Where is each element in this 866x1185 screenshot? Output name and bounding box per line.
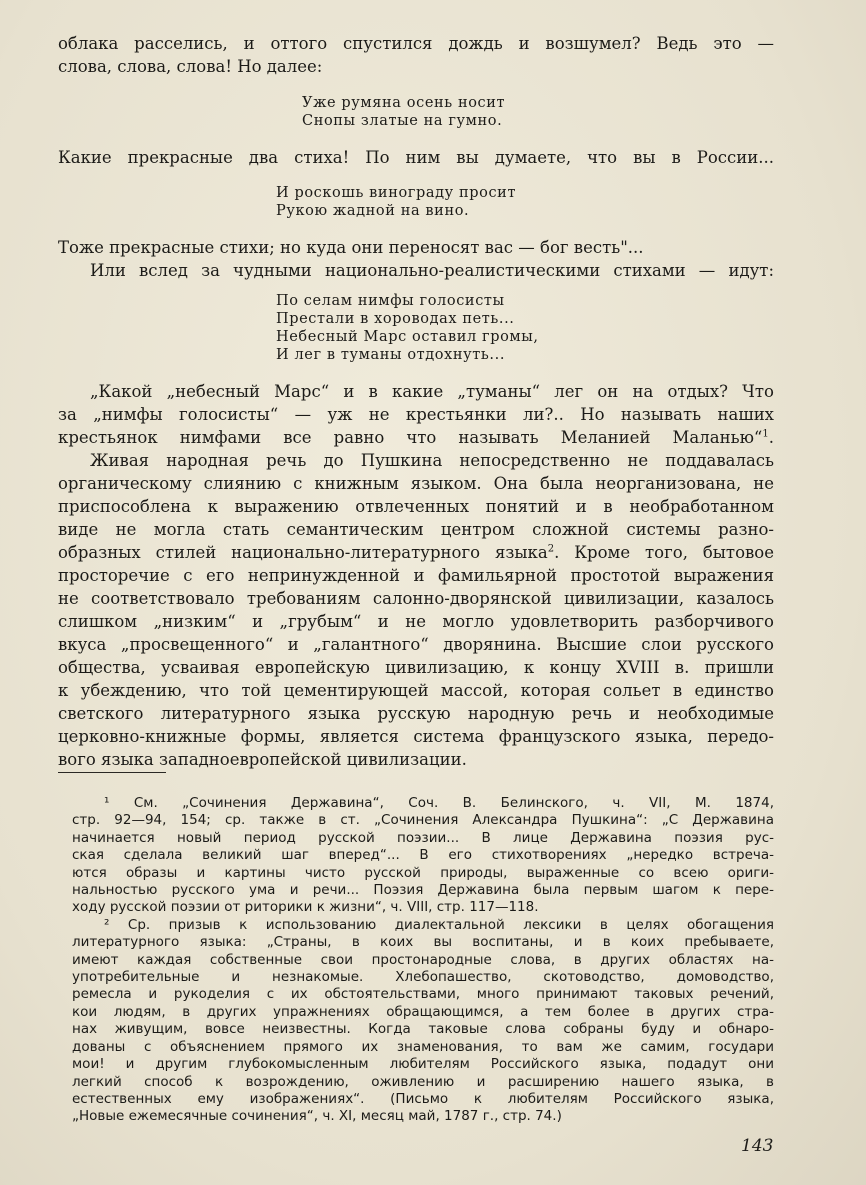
footnote-line: литературного языка: „Страны, в коих вы воспитаны, и в коих пребываете, <box>72 934 774 951</box>
footnote-line: начинается новый период русской поэзии... В лице Державина поэзия рус- <box>72 829 774 846</box>
verse-quote-2 <box>276 184 516 220</box>
verse-quote-1 <box>302 94 505 130</box>
paragraph-2 <box>58 449 774 771</box>
footnote-line: ¹ См. „Сочинения Державина“, Соч. В. Белинского, ч. VII, М. 1874, <box>104 795 774 811</box>
verse-quote-3 <box>276 292 539 364</box>
intro-text <box>58 32 774 78</box>
text-line: приспособлена к выражению отвлеченных понятий и в необработанном <box>58 497 774 516</box>
footnote-ref-2[interactable]: 2 <box>547 543 555 555</box>
footnote-line: имеют каждая собственные свои простонародные слова, в других областях на- <box>72 951 774 968</box>
verse-line: И лег в туманы отдохнуть... <box>276 347 506 363</box>
text-fragment: крестьянок нимфами все равно что называть Меланией Маланью“ <box>58 428 763 447</box>
page-number: 143 <box>741 1136 774 1156</box>
text-line: вого языка западноевропейской цивилизации. <box>58 750 467 769</box>
footnote-line: „Новые ежемесячные сочинения“, ч. XI, месяц май, 1787 г., стр. 74.) <box>72 1108 562 1125</box>
text-line: Или вслед за чудными национально-реалистическими стихами — идут: <box>90 261 774 280</box>
footnote-line: ремесла и рукоделия с их обстоятельствами, много принимают таковых речений, <box>72 986 774 1003</box>
text-line: вкуса „просвещенного“ и „галантного“ дворянина. Высшие слои русского <box>58 635 774 654</box>
footnote-line: ² Ср. призыв к использованию диалектальной лексики в целях обогащения <box>104 916 774 933</box>
text-line: за „нимфы голосисты“ — уж не крестьянки ли?.. Но называть наших <box>58 405 774 424</box>
footnote-line: употребительные и незнакомые. Хлебопашество, скотоводство, домоводство, <box>72 969 774 986</box>
footnote-line: мои! и другим глубокомысленным любителям Российского языка, подадут они <box>72 1056 774 1073</box>
verse-line: По селам нимфы голосисты <box>276 293 505 309</box>
text-line: слова, слова, слова! Но далее: <box>58 57 323 76</box>
text-line: органическому слиянию с книжным языком. Она была неорганизована, не <box>58 474 774 493</box>
footnotes <box>72 795 774 1126</box>
footnote-divider <box>58 772 166 773</box>
footnote-line: ходу русской поэзии от риторики к жизни“, ч. VIII, стр. 117—118. <box>72 899 539 916</box>
footnote-line: кои людям, в других упражнениях обращающимся, а тем более в других стра- <box>72 1003 774 1020</box>
verse-line: И роскошь винограду просит <box>276 185 517 201</box>
footnote-line: ская сделала великий шаг вперед“... В его стихотворениях „нередко встреча- <box>72 847 774 864</box>
text-fragment: . <box>768 428 774 447</box>
text-line: светского литературного языка русскую народную речь и необходимые <box>58 704 774 723</box>
footnote-line: ются образы и картины чисто русской природы, выраженные со всею ориги- <box>72 864 774 881</box>
text-line: к убеждению, что той цементирующей массой, которая сольет в единство <box>58 681 774 700</box>
text-line: Какие прекрасные два стиха! По ним вы думаете, что вы в России... <box>58 148 774 167</box>
footnote-line: легкий способ к возрождению, оживлению и расширению нашего языка, в <box>72 1073 774 1090</box>
text-line: просторечие с его непринужденной и фамильярной простотой выражения <box>58 566 774 585</box>
text-line: виде не могла стать семантическим центром сложной системы разно- <box>58 520 774 539</box>
footnote-line: нальностью русского ума и речи... Поэзия Державина была первым шагом к пере- <box>72 882 774 899</box>
verse-line: Снопы златые на гумно. <box>302 113 503 129</box>
text-line: не соответствовало требованиям салонно-дворянской цивилизации, казалось <box>58 589 774 608</box>
comment-2 <box>58 236 774 282</box>
verse-line: Небесный Марс оставил громы, <box>276 329 539 345</box>
verse-line: Уже румяна осень носит <box>302 95 506 111</box>
text-line: слишком „низким“ и „грубым“ и не могло удовлетворить разборчивого <box>58 612 774 631</box>
text-line <box>58 541 774 564</box>
text-line: церковно-книжные формы, является система французского языка, передо- <box>58 727 774 746</box>
paragraph-1 <box>58 380 774 449</box>
footnote-line: дованы с объяснением прямого их знаменования, то вам же самим, государи <box>72 1038 774 1055</box>
text-line: общества, усваивая европейскую цивилизацию, к концу XVIII в. пришли <box>58 658 774 677</box>
text-line: Тоже прекрасные стихи; но куда они переносят вас — бог весть"... <box>58 238 644 257</box>
footnote-ref-1[interactable]: 1 <box>762 428 769 440</box>
footnote-1 <box>72 795 774 917</box>
text-fragment: . Кроме того, бытовое <box>554 543 774 562</box>
footnote-line: естественных ему изображениях“. (Письмо к любителям Российского языка, <box>72 1090 774 1107</box>
footnote-line: стр. 92—94, 154; ср. также в ст. „Сочинения Александра Пушкина“: „С Державина <box>72 812 774 829</box>
text-fragment: образных стилей национально-литературного языка <box>58 543 548 562</box>
verse-line: Рукою жадной на вино. <box>276 203 470 219</box>
verse-line: Престали в хороводах петь... <box>276 311 515 327</box>
footnote-2 <box>72 917 774 1126</box>
text-line <box>58 426 774 449</box>
text-line: „Какой „небесный Марс“ и в какие „туманы“ лег он на отдых? Что <box>90 382 774 401</box>
comment-1 <box>58 146 774 169</box>
text-line: Живая народная речь до Пушкина непосредственно не поддавалась <box>90 451 774 470</box>
text-line: облака расселись, и оттого спустился дождь и возшумел? Ведь это — <box>58 34 774 53</box>
footnote-line: нах живущим, вовсе неизвестны. Когда таковые слова собраны буду и обнаро- <box>72 1021 774 1038</box>
